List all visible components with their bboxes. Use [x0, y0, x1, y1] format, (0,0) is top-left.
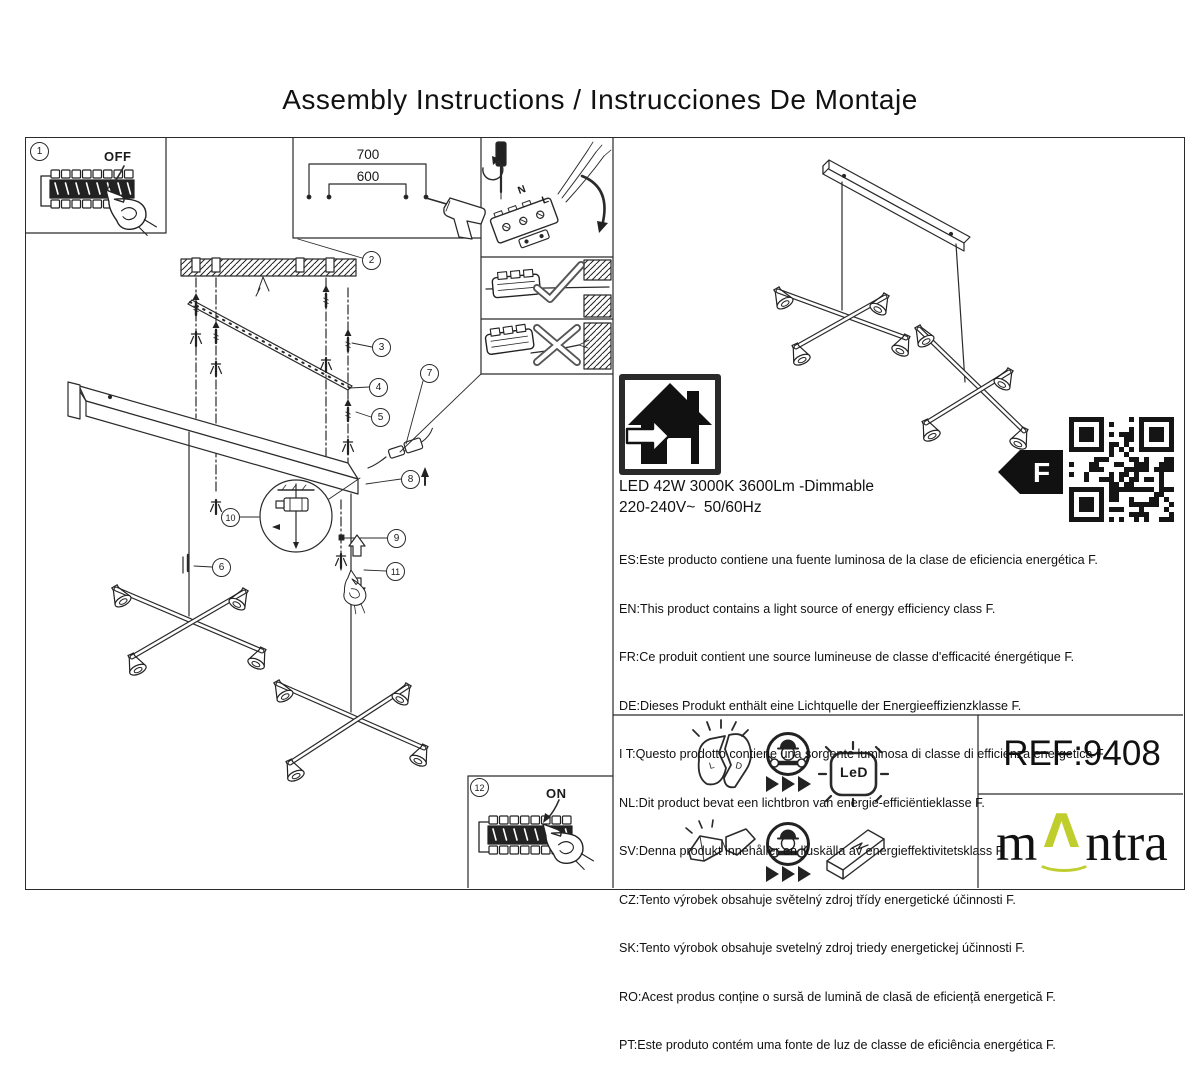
broken-led-letter-right: D — [734, 760, 744, 772]
terminal-l-label: L — [540, 193, 551, 207]
step-7-badge: 7 — [420, 364, 439, 383]
step-5-badge: 5 — [371, 408, 390, 427]
step-6-badge: 6 — [212, 558, 231, 577]
step-2-badge: 2 — [362, 251, 381, 270]
wiring-incorrect-illustration — [484, 323, 611, 369]
logo-accent-wrap — [1038, 803, 1084, 876]
logo-ntra: ntra — [1085, 813, 1168, 872]
energy-line-ro: RO:Acest produs conține o sursă de lumină de clasă de eficiență energetică F. — [619, 989, 1056, 1004]
energy-line-fr: FR:Ce produit contient une source lumineuse de classe d'efficacité énergétique F. — [619, 650, 1075, 665]
breaker-on-illustration — [479, 800, 595, 877]
broken-led-letter-left: L — [707, 759, 716, 771]
wiring-correct-illustration — [486, 260, 611, 317]
step-4-badge: 4 — [369, 378, 388, 397]
spec-line-1: LED 42W 3000K 3600Lm -Dimmable — [619, 478, 875, 495]
logo-m: m — [996, 813, 1038, 872]
step-9-badge: 9 — [387, 529, 406, 548]
energy-line-sk: SK:Tento výrobok obsahuje svetelný zdroj triedy energetickej účinnosti F. — [619, 941, 1026, 956]
step-8-badge: 8 — [401, 470, 420, 489]
housing-illustration — [68, 382, 358, 494]
energy-line-es: ES:Este producto contiene una fuente luminosa de la clase de eficiencia energética F. — [619, 553, 1098, 568]
energy-class-letter: F — [1032, 457, 1051, 488]
qr-code — [1069, 417, 1174, 522]
energy-line-en: EN:This product contains a light source of energy efficiency class F. — [619, 601, 996, 616]
page-title: Assembly Instructions / Instrucciones De Montaje — [282, 84, 918, 115]
breaker-off-illustration — [41, 166, 158, 243]
step-3-badge: 3 — [372, 338, 391, 357]
energy-line-de: DE:Dieses Produkt enthält eine Lichtquelle der Energieeffizienzklasse F. — [619, 698, 1022, 713]
drill-icon — [444, 198, 485, 239]
drill-dimensions-illustration — [307, 164, 485, 239]
logo-lambda: Λ — [1043, 803, 1080, 858]
fixture-exploded-left — [107, 582, 433, 783]
spec-line-2: 220-240V~ 50/60Hz — [619, 499, 762, 516]
instruction-main-frame — [25, 137, 1185, 1052]
energy-line-pt: PT:Este produto contém uma fonte de luz de classe de eficiência energética F. — [619, 1038, 1056, 1052]
led-badge-label: LeD — [840, 764, 868, 780]
step-11-badge: 11 — [386, 562, 405, 581]
ceiling-illustration — [181, 258, 356, 296]
step-1-badge: 1 — [30, 142, 49, 161]
mantra-logo — [978, 794, 1186, 891]
dimension-700-label: 700 — [356, 147, 380, 162]
indoor-use-icon — [622, 377, 718, 472]
terminal-n-label: N — [516, 183, 528, 197]
step-10-badge: 10 — [221, 508, 240, 527]
reference-number: REF:9408 — [1003, 734, 1161, 773]
step-12-badge: 12 — [470, 778, 489, 797]
energy-line-sv: SV:Denna produkt innehåller en ljuskälla av energieffektivitetsklass F. — [619, 844, 1006, 859]
dimension-600-label: 600 — [356, 169, 380, 184]
energy-line-nl: NL:Dit product bevat een lichtbron van energie-efficiëntieklasse F. — [619, 795, 985, 810]
logo-arc — [1036, 850, 1092, 872]
power-on-label: ON — [546, 786, 567, 801]
mounting-rail-illustration — [188, 300, 352, 390]
product-illustration — [769, 160, 1033, 451]
power-off-label: OFF — [104, 149, 132, 164]
energy-line-cz: CZ:Tento výrobek obsahuje světelný zdroj třídy energetické účinnosti F. — [619, 892, 1016, 907]
energy-line-it: I T:Questo prodotto contiene una sorgente luminosa di classe di efficienza energetica F. — [619, 747, 1106, 762]
